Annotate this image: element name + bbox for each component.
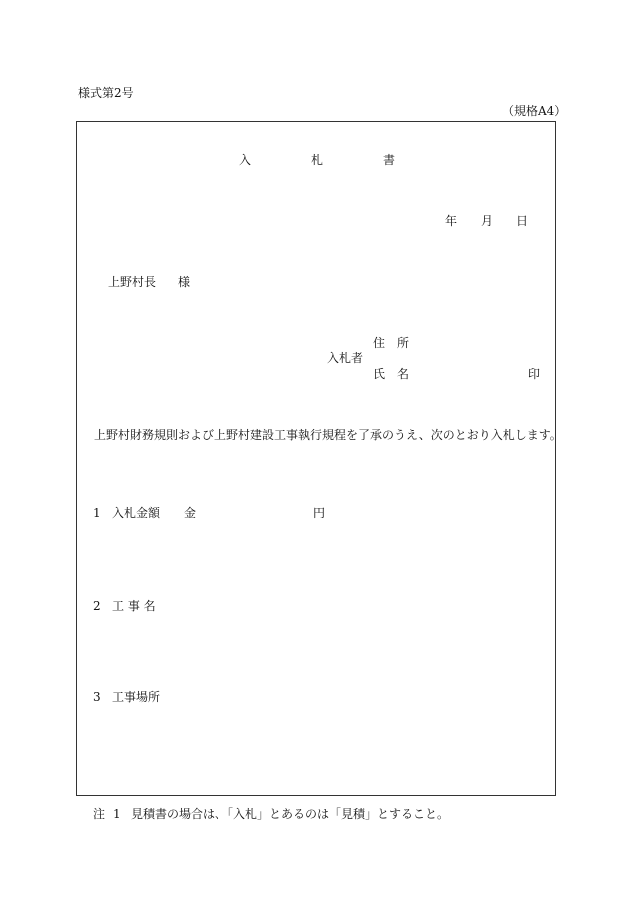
bid-statement: 上野村財務規則および上野村建設工事執行規程を了承のうえ、次のとおり入札します。 [94, 428, 562, 442]
note-number: 1 [113, 807, 121, 821]
form-number: 様式第2号 [78, 86, 134, 100]
bidder-label: 入札者 [327, 351, 364, 365]
date-day: 日 [516, 214, 529, 228]
addressee-name: 上野村長 [108, 275, 157, 289]
title-char-3: 書 [383, 153, 396, 167]
date-month: 月 [481, 214, 494, 228]
title-char-2: 札 [311, 153, 324, 167]
item-3-number: 3 [93, 690, 101, 704]
item-1-number: 1 [93, 506, 101, 520]
note-label: 注 [93, 807, 106, 821]
date-year: 年 [445, 214, 458, 228]
paper-size-note: （規格A4） [502, 104, 567, 118]
item-1-suffix: 円 [313, 506, 326, 520]
seal-mark: 印 [528, 367, 541, 381]
item-1-prefix: 金 [184, 506, 197, 520]
item-1-label: 入札金額 [112, 506, 161, 520]
bidder-name-label: 氏 名 [373, 367, 410, 381]
title-char-1: 入 [239, 153, 252, 167]
item-3-label: 工事場所 [112, 690, 161, 704]
note-text: 見積書の場合は､「入札」とあるのは「見積」とすること。 [131, 807, 450, 821]
bidder-address-label: 住 所 [373, 336, 410, 350]
item-2-number: 2 [93, 599, 101, 613]
addressee-honorific: 様 [178, 275, 191, 289]
item-2-label: 工 事 名 [112, 599, 156, 613]
